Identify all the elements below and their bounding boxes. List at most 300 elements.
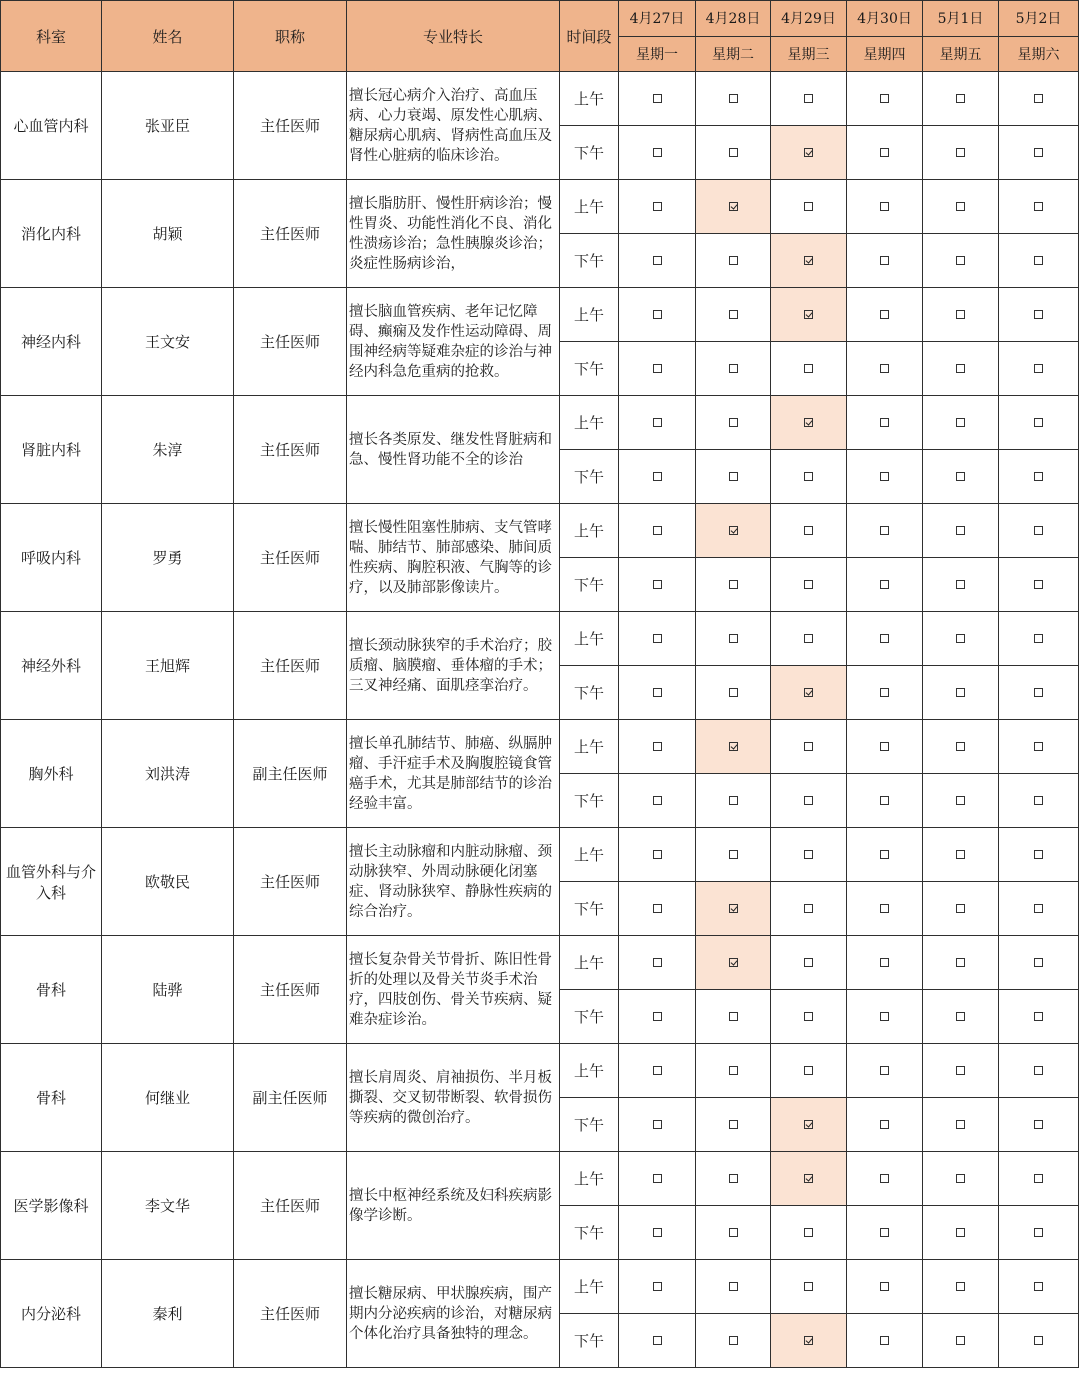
unchecked-box-icon[interactable] bbox=[804, 580, 813, 589]
schedule-slot[interactable] bbox=[696, 288, 771, 342]
unchecked-box-icon[interactable] bbox=[880, 94, 889, 103]
schedule-slot[interactable] bbox=[847, 1152, 923, 1206]
schedule-slot[interactable] bbox=[999, 1152, 1079, 1206]
checked-box-icon[interactable] bbox=[729, 742, 738, 751]
unchecked-box-icon[interactable] bbox=[653, 688, 662, 697]
unchecked-box-icon[interactable] bbox=[956, 148, 965, 157]
unchecked-box-icon[interactable] bbox=[1034, 796, 1043, 805]
unchecked-box-icon[interactable] bbox=[1034, 256, 1043, 265]
unchecked-box-icon[interactable] bbox=[729, 634, 738, 643]
header-date: 4月27日 bbox=[619, 1, 696, 37]
unchecked-box-icon[interactable] bbox=[1034, 310, 1043, 319]
unchecked-box-icon[interactable] bbox=[653, 202, 662, 211]
unchecked-box-icon[interactable] bbox=[653, 310, 662, 319]
schedule-slot[interactable] bbox=[923, 288, 999, 342]
unchecked-box-icon[interactable] bbox=[956, 688, 965, 697]
checked-box-icon[interactable] bbox=[804, 688, 813, 697]
schedule-slot[interactable] bbox=[619, 1098, 696, 1152]
unchecked-box-icon[interactable] bbox=[1034, 1066, 1043, 1075]
schedule-slot[interactable] bbox=[696, 1152, 771, 1206]
unchecked-box-icon[interactable] bbox=[956, 310, 965, 319]
dept-cell: 骨科 bbox=[1, 1044, 102, 1152]
schedule-slot[interactable] bbox=[771, 774, 847, 828]
unchecked-box-icon[interactable] bbox=[729, 1066, 738, 1075]
schedule-slot[interactable] bbox=[619, 612, 696, 666]
schedule-slot[interactable] bbox=[771, 1152, 847, 1206]
checked-box-icon[interactable] bbox=[804, 310, 813, 319]
schedule-slot[interactable] bbox=[771, 1206, 847, 1260]
unchecked-box-icon[interactable] bbox=[1034, 634, 1043, 643]
schedule-slot[interactable] bbox=[696, 1044, 771, 1098]
schedule-slot[interactable] bbox=[999, 288, 1079, 342]
unchecked-box-icon[interactable] bbox=[729, 472, 738, 481]
checked-box-icon[interactable] bbox=[804, 1336, 813, 1345]
unchecked-box-icon[interactable] bbox=[956, 526, 965, 535]
schedule-slot[interactable] bbox=[923, 450, 999, 504]
schedule-slot[interactable] bbox=[771, 1044, 847, 1098]
unchecked-box-icon[interactable] bbox=[804, 1282, 813, 1291]
unchecked-box-icon[interactable] bbox=[956, 472, 965, 481]
unchecked-box-icon[interactable] bbox=[804, 1012, 813, 1021]
unchecked-box-icon[interactable] bbox=[880, 688, 889, 697]
schedule-slot[interactable] bbox=[696, 1314, 771, 1368]
schedule-slot[interactable] bbox=[696, 720, 771, 774]
unchecked-box-icon[interactable] bbox=[880, 634, 889, 643]
unchecked-box-icon[interactable] bbox=[653, 1174, 662, 1183]
unchecked-box-icon[interactable] bbox=[880, 1336, 889, 1345]
checked-box-icon[interactable] bbox=[729, 202, 738, 211]
unchecked-box-icon[interactable] bbox=[956, 1174, 965, 1183]
unchecked-box-icon[interactable] bbox=[804, 796, 813, 805]
unchecked-box-icon[interactable] bbox=[653, 1120, 662, 1129]
schedule-slot[interactable] bbox=[923, 72, 999, 126]
unchecked-box-icon[interactable] bbox=[653, 1228, 662, 1237]
schedule-slot[interactable] bbox=[696, 72, 771, 126]
schedule-slot[interactable] bbox=[771, 720, 847, 774]
unchecked-box-icon[interactable] bbox=[880, 418, 889, 427]
schedule-slot[interactable] bbox=[619, 720, 696, 774]
unchecked-box-icon[interactable] bbox=[956, 634, 965, 643]
schedule-slot[interactable] bbox=[696, 774, 771, 828]
schedule-slot[interactable] bbox=[923, 828, 999, 882]
unchecked-box-icon[interactable] bbox=[653, 580, 662, 589]
unchecked-box-icon[interactable] bbox=[653, 904, 662, 913]
unchecked-box-icon[interactable] bbox=[880, 202, 889, 211]
schedule-slot[interactable] bbox=[999, 774, 1079, 828]
unchecked-box-icon[interactable] bbox=[880, 364, 889, 373]
schedule-slot[interactable] bbox=[847, 882, 923, 936]
schedule-slot[interactable] bbox=[696, 126, 771, 180]
schedule-slot[interactable] bbox=[847, 936, 923, 990]
schedule-slot[interactable] bbox=[771, 450, 847, 504]
schedule-slot[interactable] bbox=[696, 234, 771, 288]
schedule-slot[interactable] bbox=[771, 126, 847, 180]
unchecked-box-icon[interactable] bbox=[804, 850, 813, 859]
doctor-row-am bbox=[1, 612, 1079, 666]
schedule-slot[interactable] bbox=[619, 828, 696, 882]
unchecked-box-icon[interactable] bbox=[880, 1066, 889, 1075]
unchecked-box-icon[interactable] bbox=[1034, 1336, 1043, 1345]
unchecked-box-icon[interactable] bbox=[729, 148, 738, 157]
schedule-slot[interactable] bbox=[999, 234, 1079, 288]
schedule-slot[interactable] bbox=[847, 774, 923, 828]
schedule-slot[interactable] bbox=[696, 504, 771, 558]
schedule-slot[interactable] bbox=[771, 1098, 847, 1152]
unchecked-box-icon[interactable] bbox=[880, 904, 889, 913]
checked-box-icon[interactable] bbox=[804, 1174, 813, 1183]
schedule-slot[interactable] bbox=[999, 72, 1079, 126]
schedule-slot[interactable] bbox=[999, 450, 1079, 504]
schedule-slot[interactable] bbox=[619, 1044, 696, 1098]
unchecked-box-icon[interactable] bbox=[956, 202, 965, 211]
header-weekday: 星期二 bbox=[696, 36, 771, 72]
schedule-slot[interactable] bbox=[696, 882, 771, 936]
unchecked-box-icon[interactable] bbox=[729, 1120, 738, 1129]
schedule-slot[interactable] bbox=[923, 1044, 999, 1098]
schedule-slot[interactable] bbox=[847, 720, 923, 774]
unchecked-box-icon[interactable] bbox=[804, 634, 813, 643]
unchecked-box-icon[interactable] bbox=[653, 1282, 662, 1291]
checked-box-icon[interactable] bbox=[804, 256, 813, 265]
unchecked-box-icon[interactable] bbox=[653, 634, 662, 643]
schedule-slot[interactable] bbox=[923, 234, 999, 288]
unchecked-box-icon[interactable] bbox=[956, 742, 965, 751]
schedule-slot[interactable] bbox=[619, 1152, 696, 1206]
unchecked-box-icon[interactable] bbox=[1034, 688, 1043, 697]
schedule-slot[interactable] bbox=[923, 936, 999, 990]
schedule-slot[interactable] bbox=[619, 126, 696, 180]
unchecked-box-icon[interactable] bbox=[956, 850, 965, 859]
schedule-slot[interactable] bbox=[619, 72, 696, 126]
schedule-slot[interactable] bbox=[847, 612, 923, 666]
checked-box-icon[interactable] bbox=[729, 904, 738, 913]
unchecked-box-icon[interactable] bbox=[653, 1336, 662, 1345]
schedule-slot[interactable] bbox=[619, 450, 696, 504]
unchecked-box-icon[interactable] bbox=[804, 202, 813, 211]
schedule-slot[interactable] bbox=[696, 936, 771, 990]
schedule-slot[interactable] bbox=[771, 504, 847, 558]
schedule-slot[interactable] bbox=[847, 396, 923, 450]
unchecked-box-icon[interactable] bbox=[1034, 580, 1043, 589]
unchecked-box-icon[interactable] bbox=[1034, 364, 1043, 373]
schedule-slot[interactable] bbox=[619, 342, 696, 396]
schedule-slot[interactable] bbox=[847, 126, 923, 180]
schedule-slot[interactable] bbox=[696, 612, 771, 666]
schedule-slot[interactable] bbox=[923, 504, 999, 558]
schedule-slot[interactable] bbox=[999, 1044, 1079, 1098]
specialty-cell: 擅长冠心病介入治疗、高血压病、心力衰竭、原发性心肌病、糖尿病心肌病、肾病性高血压及肾性心脏病的临床诊治。 bbox=[347, 72, 560, 180]
schedule-slot[interactable] bbox=[771, 612, 847, 666]
schedule-slot[interactable] bbox=[923, 1098, 999, 1152]
schedule-slot[interactable] bbox=[999, 666, 1079, 720]
unchecked-box-icon[interactable] bbox=[1034, 958, 1043, 967]
unchecked-box-icon[interactable] bbox=[804, 958, 813, 967]
schedule-slot[interactable] bbox=[619, 234, 696, 288]
doctor-row-am bbox=[1, 504, 1079, 558]
unchecked-box-icon[interactable] bbox=[729, 418, 738, 427]
unchecked-box-icon[interactable] bbox=[956, 1336, 965, 1345]
unchecked-box-icon[interactable] bbox=[653, 796, 662, 805]
schedule-slot[interactable] bbox=[696, 180, 771, 234]
schedule-slot[interactable] bbox=[619, 990, 696, 1044]
unchecked-box-icon[interactable] bbox=[729, 94, 738, 103]
schedule-slot[interactable] bbox=[923, 1260, 999, 1314]
unchecked-box-icon[interactable] bbox=[880, 256, 889, 265]
unchecked-box-icon[interactable] bbox=[729, 256, 738, 265]
schedule-slot[interactable] bbox=[771, 936, 847, 990]
unchecked-box-icon[interactable] bbox=[729, 688, 738, 697]
schedule-slot[interactable] bbox=[847, 72, 923, 126]
schedule-slot[interactable] bbox=[923, 882, 999, 936]
unchecked-box-icon[interactable] bbox=[653, 94, 662, 103]
schedule-slot[interactable] bbox=[847, 288, 923, 342]
schedule-slot[interactable] bbox=[696, 342, 771, 396]
schedule-slot[interactable] bbox=[771, 828, 847, 882]
schedule-slot[interactable] bbox=[619, 882, 696, 936]
schedule-slot[interactable] bbox=[923, 990, 999, 1044]
schedule-slot[interactable] bbox=[847, 1314, 923, 1368]
unchecked-box-icon[interactable] bbox=[956, 904, 965, 913]
schedule-slot[interactable] bbox=[923, 666, 999, 720]
schedule-slot[interactable] bbox=[771, 1260, 847, 1314]
schedule-slot[interactable] bbox=[999, 828, 1079, 882]
schedule-slot[interactable] bbox=[771, 1314, 847, 1368]
unchecked-box-icon[interactable] bbox=[880, 472, 889, 481]
schedule-slot[interactable] bbox=[619, 180, 696, 234]
unchecked-box-icon[interactable] bbox=[880, 1282, 889, 1291]
schedule-slot[interactable] bbox=[999, 1260, 1079, 1314]
schedule-slot[interactable] bbox=[771, 396, 847, 450]
schedule-slot[interactable] bbox=[696, 558, 771, 612]
schedule-slot[interactable] bbox=[923, 342, 999, 396]
specialty-cell: 擅长脂肪肝、慢性肝病诊治；慢性胃炎、功能性消化不良、消化性溃疡诊治；急性胰腺炎诊治；炎症性肠病诊治， bbox=[347, 180, 560, 288]
unchecked-box-icon[interactable] bbox=[1034, 904, 1043, 913]
unchecked-box-icon[interactable] bbox=[1034, 202, 1043, 211]
unchecked-box-icon[interactable] bbox=[880, 1228, 889, 1237]
schedule-slot[interactable] bbox=[619, 666, 696, 720]
unchecked-box-icon[interactable] bbox=[956, 1120, 965, 1129]
schedule-slot[interactable] bbox=[999, 990, 1079, 1044]
unchecked-box-icon[interactable] bbox=[880, 742, 889, 751]
schedule-slot[interactable] bbox=[923, 180, 999, 234]
unchecked-box-icon[interactable] bbox=[880, 580, 889, 589]
checked-box-icon[interactable] bbox=[729, 958, 738, 967]
schedule-slot[interactable] bbox=[696, 666, 771, 720]
unchecked-box-icon[interactable] bbox=[1034, 1012, 1043, 1021]
unchecked-box-icon[interactable] bbox=[653, 850, 662, 859]
unchecked-box-icon[interactable] bbox=[880, 526, 889, 535]
unchecked-box-icon[interactable] bbox=[880, 148, 889, 157]
unchecked-box-icon[interactable] bbox=[804, 1228, 813, 1237]
unchecked-box-icon[interactable] bbox=[956, 364, 965, 373]
period-cell: 上午 bbox=[560, 1260, 619, 1314]
schedule-slot[interactable] bbox=[847, 450, 923, 504]
unchecked-box-icon[interactable] bbox=[1034, 1174, 1043, 1183]
schedule-slot[interactable] bbox=[999, 1206, 1079, 1260]
schedule-slot[interactable] bbox=[771, 288, 847, 342]
unchecked-box-icon[interactable] bbox=[1034, 472, 1043, 481]
schedule-slot[interactable] bbox=[999, 612, 1079, 666]
schedule-slot[interactable] bbox=[847, 1098, 923, 1152]
unchecked-box-icon[interactable] bbox=[1034, 742, 1043, 751]
schedule-slot[interactable] bbox=[999, 936, 1079, 990]
unchecked-box-icon[interactable] bbox=[956, 1012, 965, 1021]
schedule-slot[interactable] bbox=[923, 1314, 999, 1368]
schedule-slot[interactable] bbox=[999, 396, 1079, 450]
unchecked-box-icon[interactable] bbox=[804, 526, 813, 535]
schedule-slot[interactable] bbox=[619, 558, 696, 612]
unchecked-box-icon[interactable] bbox=[653, 472, 662, 481]
unchecked-box-icon[interactable] bbox=[653, 1012, 662, 1021]
schedule-slot[interactable] bbox=[771, 234, 847, 288]
unchecked-box-icon[interactable] bbox=[956, 1282, 965, 1291]
unchecked-box-icon[interactable] bbox=[1034, 1120, 1043, 1129]
unchecked-box-icon[interactable] bbox=[804, 1066, 813, 1075]
schedule-slot[interactable] bbox=[847, 990, 923, 1044]
schedule-slot[interactable] bbox=[847, 342, 923, 396]
unchecked-box-icon[interactable] bbox=[956, 580, 965, 589]
schedule-slot[interactable] bbox=[771, 666, 847, 720]
schedule-slot[interactable] bbox=[847, 504, 923, 558]
schedule-slot[interactable] bbox=[847, 1044, 923, 1098]
schedule-slot[interactable] bbox=[619, 1260, 696, 1314]
unchecked-box-icon[interactable] bbox=[1034, 418, 1043, 427]
schedule-slot[interactable] bbox=[696, 1098, 771, 1152]
unchecked-box-icon[interactable] bbox=[653, 958, 662, 967]
unchecked-box-icon[interactable] bbox=[653, 148, 662, 157]
unchecked-box-icon[interactable] bbox=[956, 1066, 965, 1075]
schedule-slot[interactable] bbox=[999, 882, 1079, 936]
unchecked-box-icon[interactable] bbox=[880, 1012, 889, 1021]
unchecked-box-icon[interactable] bbox=[729, 580, 738, 589]
unchecked-box-icon[interactable] bbox=[880, 1120, 889, 1129]
schedule-slot[interactable] bbox=[923, 1206, 999, 1260]
unchecked-box-icon[interactable] bbox=[880, 850, 889, 859]
specialty-cell: 擅长各类原发、继发性肾脏病和急、慢性肾功能不全的诊治 bbox=[347, 396, 560, 504]
schedule-slot[interactable] bbox=[847, 234, 923, 288]
schedule-slot[interactable] bbox=[619, 774, 696, 828]
specialty-cell: 擅长复杂骨关节骨折、陈旧性骨折的处理以及骨关节炎手术治疗，四肢创伤、骨关节疾病、疑难杂症诊治。 bbox=[347, 936, 560, 1044]
unchecked-box-icon[interactable] bbox=[729, 1336, 738, 1345]
schedule-slot[interactable] bbox=[999, 1098, 1079, 1152]
unchecked-box-icon[interactable] bbox=[653, 256, 662, 265]
unchecked-box-icon[interactable] bbox=[880, 958, 889, 967]
schedule-slot[interactable] bbox=[771, 72, 847, 126]
unchecked-box-icon[interactable] bbox=[1034, 850, 1043, 859]
period-cell: 下午 bbox=[560, 1098, 619, 1152]
schedule-slot[interactable] bbox=[847, 828, 923, 882]
unchecked-box-icon[interactable] bbox=[729, 1228, 738, 1237]
checked-box-icon[interactable] bbox=[729, 526, 738, 535]
unchecked-box-icon[interactable] bbox=[956, 796, 965, 805]
schedule-slot[interactable] bbox=[619, 936, 696, 990]
schedule-slot[interactable] bbox=[923, 1152, 999, 1206]
unchecked-box-icon[interactable] bbox=[804, 472, 813, 481]
checked-box-icon[interactable] bbox=[804, 418, 813, 427]
schedule-slot[interactable] bbox=[923, 774, 999, 828]
unchecked-box-icon[interactable] bbox=[956, 958, 965, 967]
schedule-slot[interactable] bbox=[619, 504, 696, 558]
schedule-slot[interactable] bbox=[771, 342, 847, 396]
unchecked-box-icon[interactable] bbox=[956, 418, 965, 427]
unchecked-box-icon[interactable] bbox=[880, 796, 889, 805]
schedule-slot[interactable] bbox=[923, 558, 999, 612]
schedule-slot[interactable] bbox=[999, 126, 1079, 180]
unchecked-box-icon[interactable] bbox=[956, 256, 965, 265]
unchecked-box-icon[interactable] bbox=[653, 418, 662, 427]
schedule-slot[interactable] bbox=[771, 558, 847, 612]
unchecked-box-icon[interactable] bbox=[1034, 1228, 1043, 1237]
unchecked-box-icon[interactable] bbox=[729, 796, 738, 805]
schedule-slot[interactable] bbox=[696, 1260, 771, 1314]
schedule-slot[interactable] bbox=[619, 396, 696, 450]
schedule-slot[interactable] bbox=[847, 180, 923, 234]
unchecked-box-icon[interactable] bbox=[880, 310, 889, 319]
schedule-slot[interactable] bbox=[923, 612, 999, 666]
unchecked-box-icon[interactable] bbox=[1034, 148, 1043, 157]
schedule-slot[interactable] bbox=[999, 180, 1079, 234]
schedule-slot[interactable] bbox=[847, 666, 923, 720]
unchecked-box-icon[interactable] bbox=[729, 1174, 738, 1183]
schedule-slot[interactable] bbox=[999, 1314, 1079, 1368]
unchecked-box-icon[interactable] bbox=[653, 1066, 662, 1075]
unchecked-box-icon[interactable] bbox=[880, 1174, 889, 1183]
schedule-slot[interactable] bbox=[696, 990, 771, 1044]
schedule-slot[interactable] bbox=[999, 504, 1079, 558]
schedule-slot[interactable] bbox=[923, 396, 999, 450]
unchecked-box-icon[interactable] bbox=[956, 94, 965, 103]
unchecked-box-icon[interactable] bbox=[1034, 1282, 1043, 1291]
schedule-slot[interactable] bbox=[999, 720, 1079, 774]
unchecked-box-icon[interactable] bbox=[653, 526, 662, 535]
unchecked-box-icon[interactable] bbox=[804, 94, 813, 103]
checked-box-icon[interactable] bbox=[804, 1120, 813, 1129]
unchecked-box-icon[interactable] bbox=[653, 742, 662, 751]
unchecked-box-icon[interactable] bbox=[1034, 94, 1043, 103]
schedule-slot[interactable] bbox=[999, 342, 1079, 396]
unchecked-box-icon[interactable] bbox=[804, 904, 813, 913]
unchecked-box-icon[interactable] bbox=[729, 850, 738, 859]
unchecked-box-icon[interactable] bbox=[729, 364, 738, 373]
unchecked-box-icon[interactable] bbox=[804, 364, 813, 373]
schedule-slot[interactable] bbox=[923, 720, 999, 774]
schedule-slot[interactable] bbox=[771, 990, 847, 1044]
unchecked-box-icon[interactable] bbox=[729, 1012, 738, 1021]
unchecked-box-icon[interactable] bbox=[729, 1282, 738, 1291]
schedule-slot[interactable] bbox=[619, 1206, 696, 1260]
schedule-slot[interactable] bbox=[619, 1314, 696, 1368]
header-date: 5月1日 bbox=[923, 1, 999, 37]
schedule-slot[interactable] bbox=[619, 288, 696, 342]
unchecked-box-icon[interactable] bbox=[1034, 526, 1043, 535]
schedule-slot[interactable] bbox=[923, 126, 999, 180]
schedule-slot[interactable] bbox=[696, 828, 771, 882]
schedule-slot[interactable] bbox=[847, 1260, 923, 1314]
schedule-slot[interactable] bbox=[847, 558, 923, 612]
schedule-slot[interactable] bbox=[771, 882, 847, 936]
schedule-slot[interactable] bbox=[696, 1206, 771, 1260]
unchecked-box-icon[interactable] bbox=[804, 742, 813, 751]
schedule-slot[interactable] bbox=[847, 1206, 923, 1260]
schedule-slot[interactable] bbox=[696, 450, 771, 504]
unchecked-box-icon[interactable] bbox=[729, 310, 738, 319]
schedule-slot[interactable] bbox=[696, 396, 771, 450]
unchecked-box-icon[interactable] bbox=[956, 1228, 965, 1237]
unchecked-box-icon[interactable] bbox=[653, 364, 662, 373]
schedule-slot[interactable] bbox=[999, 558, 1079, 612]
schedule-slot[interactable] bbox=[771, 180, 847, 234]
checked-box-icon[interactable] bbox=[804, 148, 813, 157]
